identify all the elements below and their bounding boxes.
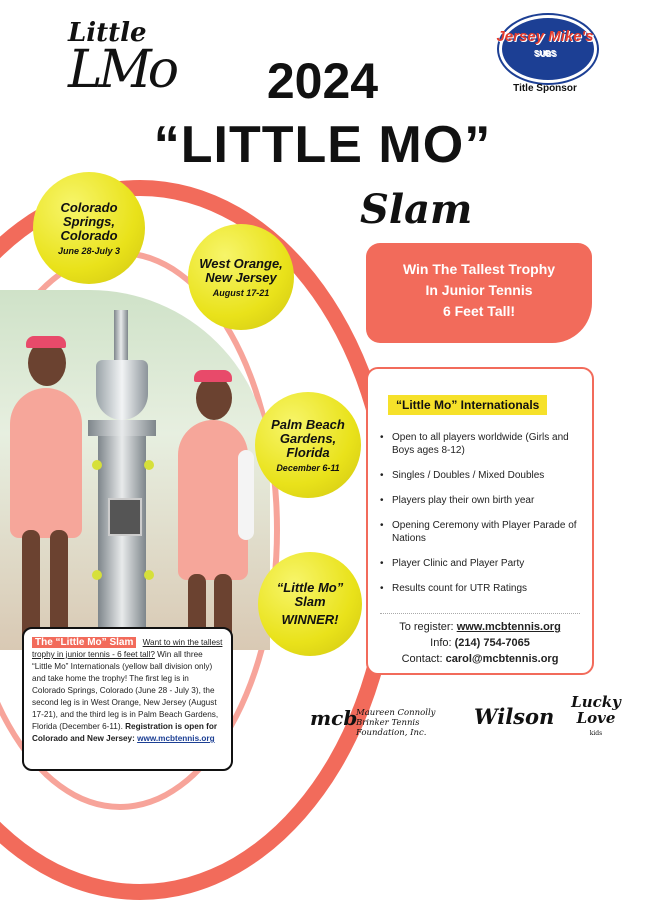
event-title: “LITTLE MO”	[153, 116, 492, 174]
registration-contacts	[368, 619, 592, 667]
list-item: • Results count for UTR Ratings	[380, 582, 580, 595]
winner-ball	[258, 552, 362, 656]
list-item: • Singles / Doubles / Mixed Doubles	[380, 469, 580, 482]
location-city: West Orange, New Jersey	[199, 255, 283, 285]
trophy-ring	[88, 420, 156, 436]
player-right-visor	[194, 370, 232, 382]
logo-lmo-mark: LMo	[68, 40, 176, 100]
wilson-logo: Wilson	[474, 704, 555, 729]
location-city: Palm Beach Gardens, Florida	[271, 416, 345, 460]
trophy-figures	[114, 310, 128, 360]
player-left-dress	[10, 388, 82, 538]
internationals-info-box	[366, 367, 594, 675]
list-item: • Opening Ceremony with Player Parade of Nations	[380, 519, 580, 545]
banner-line-1: Win The Tallest Trophy	[402, 261, 556, 277]
logo-little-text: Little	[68, 18, 147, 48]
trophy-ball-decoration	[144, 460, 154, 470]
contact-email[interactable]: carol@mcbtennis.org	[445, 653, 559, 665]
info-list	[380, 431, 580, 607]
lucky-love-text: Lucky Love	[571, 693, 621, 727]
player-left-visor	[26, 336, 66, 348]
info-heading: “Little Mo” Internationals	[388, 395, 547, 415]
trophy-ball-decoration	[92, 460, 102, 470]
location-date: December 6-11	[276, 462, 340, 473]
slam-box-registration: Registration is open for Colorado and New Jersey:	[32, 722, 218, 743]
winner-ball-text: WINNER!	[281, 612, 339, 627]
phone-number[interactable]: (214) 754-7065	[454, 637, 530, 649]
location-ball-florida	[255, 392, 361, 498]
event-subtitle: Slam	[360, 186, 473, 233]
trophy-column	[98, 436, 146, 650]
contact-label: Contact:	[401, 653, 443, 665]
trophy-plaque	[108, 498, 142, 536]
register-link[interactable]: www.mcbtennis.org	[456, 621, 561, 633]
event-year: 2024	[266, 53, 379, 109]
list-item: • Player Clinic and Player Party	[380, 557, 580, 570]
slam-box-question: Want to win the tallest trophy in junior tennis - 6 feet tall?	[32, 638, 223, 659]
banner-line-3: 6 Feet Tall!	[442, 303, 516, 319]
location-ball-colorado	[33, 172, 145, 284]
lucky-love-logo	[566, 694, 626, 754]
info-divider	[380, 613, 580, 614]
location-city: Colorado Springs, Colorado	[60, 199, 118, 243]
slam-box-body: Win all three “Little Mo” Internationals (yellow ball division only) and take home the trophy! The first leg is in Colorado Springs, Colorado (June 28 - July 3), the second leg is in West Orange, New Jersey (August 17-21), and the third leg is in Palm Beach Gardens, Florida (December 6-11).	[32, 650, 219, 731]
mcb-mark: mcb	[310, 706, 358, 730]
info-label: Info:	[430, 637, 452, 649]
register-label: To register:	[399, 621, 454, 633]
banner-line-2: In Junior Tennis	[425, 282, 533, 298]
sponsor-name-text: Jersey Mike's	[496, 28, 594, 45]
mcb-foundation-logo	[310, 702, 465, 742]
location-date: June 28-July 3	[57, 245, 121, 256]
sponsor-tag: SUBS	[533, 49, 557, 58]
tallest-trophy-banner	[366, 243, 592, 343]
slam-description-box	[22, 627, 233, 771]
trophy-cup	[96, 360, 148, 420]
slam-box-link[interactable]: www.mcbtennis.org	[137, 734, 215, 743]
lucky-love-kids: kids	[589, 730, 603, 737]
player-right-head	[196, 376, 232, 420]
location-ball-new-jersey	[188, 224, 294, 330]
list-item: • Open to all players worldwide (Girls and Boys ages 8-12)	[380, 431, 580, 457]
slam-box-heading: The “Little Mo” Slam	[32, 637, 136, 648]
location-date: August 17-21	[212, 287, 270, 298]
winner-ball-title: “Little Mo” Slam	[276, 580, 344, 609]
sponsor-label: Title Sponsor	[513, 83, 577, 94]
trophy-ball-decoration	[144, 570, 154, 580]
list-item: • Players play their own birth year	[380, 494, 580, 507]
player-right-sleeve	[238, 450, 254, 540]
trophy-ball-decoration	[92, 570, 102, 580]
mcb-foundation-name: Maureen Connolly Brinker Tennis Foundation, Inc.	[356, 708, 436, 738]
